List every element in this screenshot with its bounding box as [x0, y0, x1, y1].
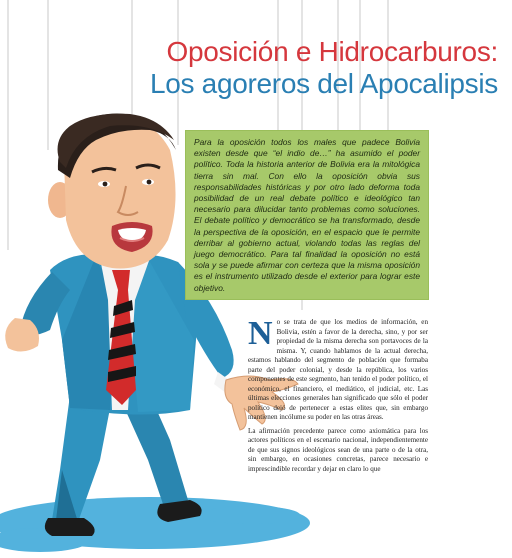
head: [48, 114, 176, 269]
article-paragraph-2: La afirmación precedente parece como axiomática para los actores políticos en el escenario nacional, independientemente de que sus signos ideológicos sean de una parte o de la otra, sin embargo, en ocasiones concretas, parece necesario e imprescindible recordar y dejar en claro lo que: [248, 426, 428, 473]
article-body: [248, 315, 428, 478]
callout-text: Para la oposición todos los males que padece Bolivia existen desde que “el indio de…” ha asumido el poder político. Toda la historia anterior de Bolivia era la mitológica tierra sin mal. Con ello la oposición obvia sus responsabilidades históricas y por otro lado deforma toda posibilidad de un real debate político e ideológico tan necesario para dilucidar tanto problemas como soluciones. El debate político y democrático se ha transformado, desde la perspectiva de la oposición, en el espacio que le permite derribar al gobierno actual, violando todas las reglas del juego democrático. Para tal finalidad la oposición no está sola y se puede afirmar con certeza que la misma oposición es el instrumento utilizado desde el exterior para lograr este objetivo.: [194, 137, 420, 293]
article-title-line-2: Los agoreros del Apocalipsis: [149, 68, 498, 99]
article-title-line-1: Oposición e Hidrocarburos:: [166, 36, 498, 67]
article-paragraph-1: o se trata de que los medios de información, en Bolivia, estén a favor de la derecha, sino, y por ser propiedad de la misma derecha son portavoces de la misma. Y, cuando hablamos de la actual derecha, estamos hablando del segmento de población que formaba parte del poder colonial, y desde la república, los varios componentes de este segmento, han tenido el poder político, el económico, el financiero, el mediático, el judicial, etc. Las últimas elecciones generales han significado que sólo el poder político dejó de pertenecer a estas elites que, sin embargo mantienen incólume su poder en las otras áreas.: [248, 318, 428, 421]
drop-cap: N: [248, 315, 273, 352]
callout-box: [186, 131, 428, 299]
